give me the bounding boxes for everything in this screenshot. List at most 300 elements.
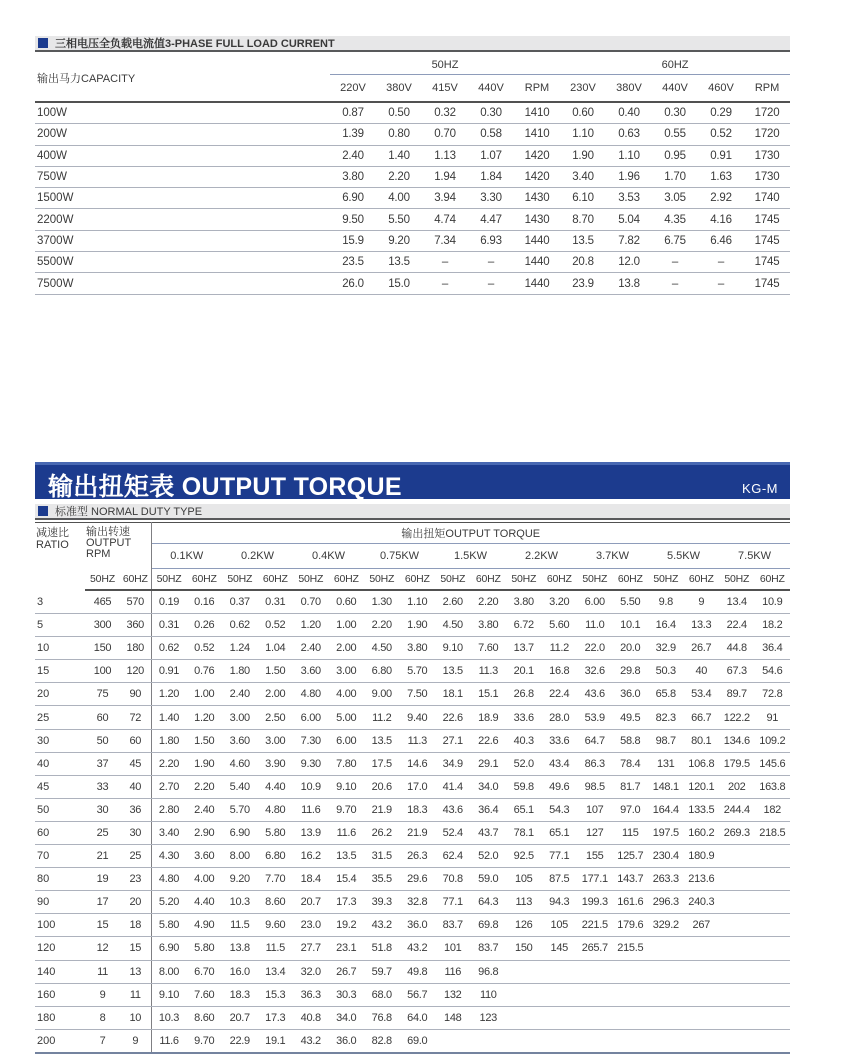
torque-value-cell: 9.10 [329,775,365,798]
current-value-cell: 3.40 [560,166,606,187]
current-value-cell: 15.0 [376,273,422,294]
kw-group-header: 5.5KW [648,544,719,569]
torque-value-cell: 23.1 [329,937,365,960]
torque-value-cell: 43.2 [400,937,436,960]
torque-value-cell: 0.19 [151,590,187,614]
torque-value-cell: 3.80 [400,637,436,660]
torque-value-cell: 18.2 [755,614,791,637]
hz-header: 50HZ [506,569,542,591]
hz-header: 50HZ [648,569,684,591]
current-value-cell: – [698,252,744,273]
current-value-cell: 3.05 [652,188,698,209]
table-row [35,891,790,914]
current-value-cell: 0.63 [606,124,652,145]
torque-value-cell: 133.5 [684,798,720,821]
rpm-50hz-cell: 37 [85,752,120,775]
torque-value-cell: 69.8 [471,914,507,937]
torque-value-cell: 105 [542,914,578,937]
torque-value-cell: 155 [577,845,613,868]
torque-value-cell: 3.60 [187,845,223,868]
torque-value-cell [755,983,791,1006]
torque-value-cell: 1.20 [187,706,223,729]
hz-header: 60HZ [400,569,436,591]
torque-value-cell: 116 [435,960,471,983]
torque-value-cell: 52.0 [471,845,507,868]
current-value-cell: 1430 [514,209,560,230]
torque-value-cell: 11.3 [400,729,436,752]
ratio-cell: 5 [35,614,85,637]
torque-value-cell [542,983,578,1006]
duty-type-bar [35,504,790,520]
current-value-cell: 1.10 [560,124,606,145]
torque-value-cell: 11.5 [258,937,294,960]
torque-value-cell: 5.40 [222,775,258,798]
torque-value-cell: 15.3 [258,983,294,1006]
torque-value-cell: 1.40 [151,706,187,729]
rpm-60hz-cell: 360 [120,614,151,637]
torque-value-cell: 1.00 [329,614,365,637]
capacity-cell: 100W [35,102,330,124]
torque-value-cell: 15.1 [471,683,507,706]
rpm-50hz-cell: 100 [85,660,120,683]
torque-value-cell: 5.00 [329,706,365,729]
rpm-60hz-cell: 90 [120,683,151,706]
torque-value-cell: 14.6 [400,752,436,775]
torque-value-cell: 1.90 [187,752,223,775]
torque-value-cell: 197.5 [648,821,684,844]
rpm-60hz-cell: 11 [120,983,151,1006]
torque-value-cell: 68.0 [364,983,400,1006]
freq-group-60hz: 60HZ [560,55,790,75]
torque-value-cell: 10.3 [222,891,258,914]
ratio-cell: 70 [35,845,85,868]
torque-value-cell: 4.00 [187,868,223,891]
torque-value-cell: 16.4 [648,614,684,637]
ratio-cell: 30 [35,729,85,752]
hz-header: 50HZ [577,569,613,591]
ratio-cell: 20 [35,683,85,706]
torque-value-cell: 43.2 [364,914,400,937]
torque-value-cell: 0.26 [187,614,223,637]
table-row [35,614,790,637]
table-row [35,706,790,729]
torque-value-cell [577,960,613,983]
torque-value-cell: 1.50 [258,660,294,683]
torque-value-cell: 40.3 [506,729,542,752]
current-value-cell: 1745 [744,252,790,273]
rpm-60hz-cell: 570 [120,590,151,614]
rpm-50hz-cell: 33 [85,775,120,798]
torque-value-cell: 18.3 [222,983,258,1006]
torque-value-cell: 3.20 [542,590,578,614]
table-row [35,590,790,614]
torque-value-cell: 26.3 [400,845,436,868]
current-value-cell: 1.07 [468,145,514,166]
torque-value-cell: 7.80 [329,752,365,775]
torque-value-cell: 26.2 [364,821,400,844]
torque-value-cell: 109.2 [755,729,791,752]
torque-value-cell: 4.50 [364,637,400,660]
torque-value-cell: 3.60 [222,729,258,752]
rpm-50hz-cell: 17 [85,891,120,914]
table-row [35,1006,790,1029]
torque-value-cell [613,960,649,983]
rpm-50hz-cell: 300 [85,614,120,637]
current-value-cell: 1745 [744,273,790,294]
ratio-column-header: 减速比 RATIO [36,527,69,551]
torque-value-cell: 1.80 [151,729,187,752]
torque-value-cell [719,1006,755,1029]
kw-group-header: 7.5KW [719,544,790,569]
table-row [35,145,790,166]
torque-value-cell: 22.4 [542,683,578,706]
torque-value-cell: 1.50 [187,729,223,752]
torque-value-cell: 296.3 [648,891,684,914]
torque-value-cell: 43.4 [542,752,578,775]
torque-value-cell: 10.3 [151,1006,187,1029]
torque-value-cell: 6.72 [506,614,542,637]
torque-value-cell: 269.3 [719,821,755,844]
table-row [35,821,790,844]
current-value-cell: 6.93 [468,230,514,251]
torque-value-cell: 56.7 [400,983,436,1006]
rpm-column-header: 输出转速 OUTPUT RPM [85,523,151,569]
torque-value-cell: 19.2 [329,914,365,937]
current-value-cell: 0.58 [468,124,514,145]
rpm-50hz-cell: 30 [85,798,120,821]
rpm-60hz-cell: 60 [120,729,151,752]
torque-value-cell: 21.9 [400,821,436,844]
torque-value-cell: 7.60 [471,637,507,660]
torque-value-cell: 22.6 [471,729,507,752]
rpm-50hz-cell: 11 [85,960,120,983]
torque-value-cell: 23.0 [293,914,329,937]
current-value-cell: 13.8 [606,273,652,294]
torque-value-cell: 0.52 [187,637,223,660]
torque-value-cell: 9.10 [151,983,187,1006]
torque-value-cell [613,983,649,1006]
voltage-header: 230V [560,75,606,103]
torque-value-cell: 160.2 [684,821,720,844]
torque-value-cell: 86.3 [577,752,613,775]
torque-value-cell: 8.60 [187,1006,223,1029]
current-value-cell: 13.5 [560,230,606,251]
torque-value-cell: 89.7 [719,683,755,706]
voltage-header: RPM [514,75,560,103]
ratio-cell: 80 [35,868,85,891]
torque-value-cell: 329.2 [648,914,684,937]
torque-value-cell: 49.6 [542,775,578,798]
torque-value-cell: 16.8 [542,660,578,683]
torque-value-cell: 40.8 [293,1006,329,1029]
torque-value-cell: 43.2 [293,1029,329,1053]
torque-value-cell: 2.00 [329,637,365,660]
torque-value-cell: 9.8 [648,590,684,614]
torque-value-cell: 53.9 [577,706,613,729]
torque-value-cell: 10.9 [755,590,791,614]
current-value-cell: 23.5 [330,252,376,273]
torque-value-cell: 64.0 [400,1006,436,1029]
torque-value-cell: 2.60 [435,590,471,614]
current-value-cell: 0.70 [422,124,468,145]
rpm-50hz-cell: 9 [85,983,120,1006]
torque-value-cell: 30.3 [329,983,365,1006]
table-row [35,252,790,273]
torque-value-cell: 8.60 [258,891,294,914]
hz-header: 50HZ [222,569,258,591]
torque-value-cell: 101 [435,937,471,960]
torque-value-cell: 83.7 [471,937,507,960]
torque-value-cell: 2.70 [151,775,187,798]
current-value-cell: 0.60 [560,102,606,124]
torque-value-cell: 97.0 [613,798,649,821]
torque-value-cell: 18.3 [400,798,436,821]
torque-value-cell [719,937,755,960]
current-value-cell: 0.32 [422,102,468,124]
ratio-cell: 50 [35,798,85,821]
torque-value-cell: 98.7 [648,729,684,752]
current-value-cell: 1.40 [376,145,422,166]
current-value-cell: 0.40 [606,102,652,124]
torque-value-cell: 16.0 [222,960,258,983]
torque-value-cell: 163.8 [755,775,791,798]
torque-value-cell: 127 [577,821,613,844]
torque-value-cell: 65.8 [648,683,684,706]
torque-value-cell: 78.1 [506,821,542,844]
torque-value-cell: 26.8 [506,683,542,706]
current-value-cell: 6.10 [560,188,606,209]
torque-value-cell: 11.3 [471,660,507,683]
kw-group-header: 0.2KW [222,544,293,569]
current-value-cell: 1420 [514,145,560,166]
torque-value-cell: 18.1 [435,683,471,706]
torque-value-cell: 0.62 [151,637,187,660]
torque-value-cell: 21.9 [364,798,400,821]
torque-value-cell: 4.40 [187,891,223,914]
torque-value-cell: 3.40 [151,821,187,844]
torque-value-cell: 1.20 [151,683,187,706]
torque-value-cell: 240.3 [684,891,720,914]
torque-value-cell [755,1006,791,1029]
torque-value-cell: 244.4 [719,798,755,821]
current-value-cell: 1.10 [606,145,652,166]
torque-value-cell: 213.6 [684,868,720,891]
torque-value-cell [719,960,755,983]
table-row [35,188,790,209]
torque-value-cell [648,983,684,1006]
torque-value-cell: 76.8 [364,1006,400,1029]
current-value-cell: 0.52 [698,124,744,145]
torque-value-cell: 80.1 [684,729,720,752]
torque-value-cell: 8.00 [151,960,187,983]
ratio-cell: 120 [35,937,85,960]
torque-value-cell: 43.6 [577,683,613,706]
torque-value-cell: 69.0 [400,1029,436,1053]
torque-value-cell: 107 [577,798,613,821]
torque-value-cell: 1.20 [293,614,329,637]
torque-value-cell [719,868,755,891]
rpm-50hz-cell: 25 [85,821,120,844]
torque-value-cell: 22.0 [577,637,613,660]
torque-value-cell: 91 [755,706,791,729]
torque-value-cell: 9.30 [293,752,329,775]
torque-value-cell: 9.10 [435,637,471,660]
torque-value-cell: 17.3 [258,1006,294,1029]
table-row [35,775,790,798]
output-torque-section [35,462,790,1054]
torque-value-cell: 22.6 [435,706,471,729]
capacity-cell: 200W [35,124,330,145]
torque-value-cell: 2.20 [151,752,187,775]
torque-value-cell: 54.3 [542,798,578,821]
table-row [35,752,790,775]
current-value-cell: 20.8 [560,252,606,273]
hz-header: 50HZ [435,569,471,591]
torque-value-cell: 180.9 [684,845,720,868]
hz-header: 60HZ [755,569,791,591]
torque-value-cell: 182 [755,798,791,821]
table-row [35,124,790,145]
capacity-column-header: 输出马力CAPACITY [35,55,330,102]
torque-value-cell: 36.0 [400,914,436,937]
hz-header: 60HZ [542,569,578,591]
voltage-header: 380V [376,75,422,103]
rpm-60hz-cell: 45 [120,752,151,775]
ratio-cell: 140 [35,960,85,983]
table-row [35,845,790,868]
torque-value-cell: 52.4 [435,821,471,844]
current-value-cell: 1440 [514,230,560,251]
torque-value-cell: 4.80 [293,683,329,706]
torque-value-cell: 83.7 [435,914,471,937]
torque-value-cell: 221.5 [577,914,613,937]
torque-value-cell: 5.80 [151,914,187,937]
current-value-cell: 3.94 [422,188,468,209]
torque-value-cell [755,868,791,891]
torque-value-cell: 11.2 [364,706,400,729]
torque-value-cell: 2.40 [187,798,223,821]
torque-value-cell: 4.80 [151,868,187,891]
torque-value-cell: 9 [684,590,720,614]
duty-type-label: 标准型 NORMAL DUTY TYPE [55,506,203,518]
torque-banner [35,462,790,499]
ratio-cell: 15 [35,660,85,683]
rpm-60hz-cell: 18 [120,914,151,937]
torque-value-cell: 123 [471,1006,507,1029]
current-value-cell: – [652,252,698,273]
torque-value-cell: 66.7 [684,706,720,729]
torque-value-cell: 32.6 [577,660,613,683]
full-load-current-table [35,55,790,295]
torque-value-cell: 10.1 [613,614,649,637]
torque-value-cell: 26.7 [684,637,720,660]
torque-value-cell: 36.3 [293,983,329,1006]
torque-value-cell: 2.20 [364,614,400,637]
torque-value-cell: 13.5 [364,729,400,752]
torque-value-cell: 143.7 [613,868,649,891]
table-row [35,729,790,752]
torque-value-cell: 13.4 [719,590,755,614]
torque-value-cell: 7.60 [187,983,223,1006]
torque-value-cell: 4.30 [151,845,187,868]
torque-value-cell: 4.60 [222,752,258,775]
current-value-cell: 9.20 [376,230,422,251]
ratio-cell: 200 [35,1029,85,1053]
torque-value-cell: 9.00 [364,683,400,706]
torque-value-cell: 43.6 [435,798,471,821]
table-row [35,798,790,821]
torque-value-cell: 36.4 [755,637,791,660]
torque-value-cell: 2.90 [187,821,223,844]
torque-value-cell: 0.52 [258,614,294,637]
capacity-cell: 2200W [35,209,330,230]
table-row [35,166,790,187]
current-value-cell: 4.00 [376,188,422,209]
torque-value-cell: 134.6 [719,729,755,752]
current-value-cell: 1440 [514,273,560,294]
torque-value-cell [577,983,613,1006]
torque-value-cell: 3.80 [506,590,542,614]
torque-value-cell: 11.6 [293,798,329,821]
torque-value-cell: 2.80 [151,798,187,821]
torque-value-cell [755,891,791,914]
current-value-cell: 13.5 [376,252,422,273]
torque-value-cell: 82.3 [648,706,684,729]
torque-value-cell: 7.70 [258,868,294,891]
torque-value-cell: 81.7 [613,775,649,798]
current-value-cell: 2.20 [376,166,422,187]
torque-value-cell: 34.0 [471,775,507,798]
torque-value-cell: 6.90 [151,937,187,960]
torque-value-cell: 32.9 [648,637,684,660]
rpm-60hz-cell: 25 [120,845,151,868]
capacity-cell: 750W [35,166,330,187]
torque-value-cell: 230.4 [648,845,684,868]
torque-value-cell: 122.2 [719,706,755,729]
torque-value-cell: 11.6 [329,821,365,844]
current-value-cell: 6.46 [698,230,744,251]
torque-value-cell: 6.70 [187,960,223,983]
rpm-50hz-cell: 15 [85,914,120,937]
hz-header: 60HZ [258,569,294,591]
table-row [35,914,790,937]
torque-value-cell: 4.00 [329,683,365,706]
rpm-60hz-cell: 10 [120,1006,151,1029]
torque-value-cell: 59.7 [364,960,400,983]
current-value-cell: 1.13 [422,145,468,166]
torque-value-cell [719,983,755,1006]
table-row [35,960,790,983]
torque-value-cell: 22.9 [222,1029,258,1053]
torque-span-header: 输出扭矩OUTPUT TORQUE [151,523,790,544]
torque-value-cell: 53.4 [684,683,720,706]
current-value-cell: 3.80 [330,166,376,187]
torque-value-cell [719,914,755,937]
current-value-cell: 1740 [744,188,790,209]
torque-value-cell: 0.70 [293,590,329,614]
torque-value-cell: 6.00 [577,590,613,614]
table-row [35,102,790,124]
current-value-cell: 1.70 [652,166,698,187]
torque-value-cell: 13.3 [684,614,720,637]
torque-value-cell: 10.9 [293,775,329,798]
current-value-cell: 5.04 [606,209,652,230]
torque-value-cell: 65.1 [542,821,578,844]
torque-value-cell: 17.5 [364,752,400,775]
current-value-cell: 1.84 [468,166,514,187]
current-value-cell: 4.74 [422,209,468,230]
torque-value-cell: 94.3 [542,891,578,914]
